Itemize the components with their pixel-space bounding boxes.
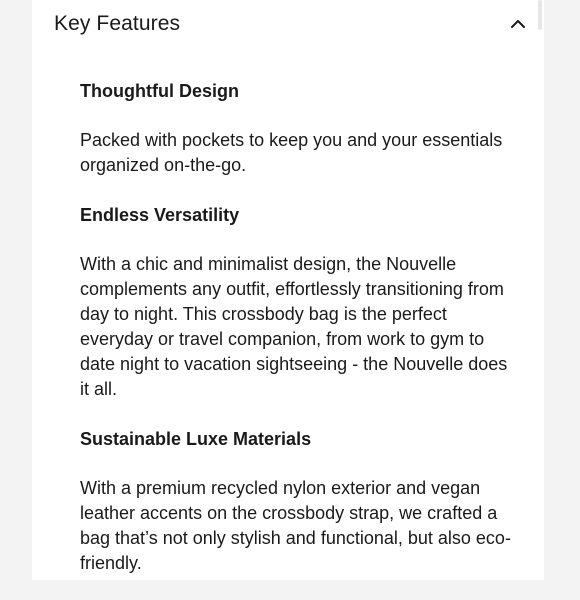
key-features-accordion: [32, 0, 544, 580]
accordion-title: Key Features: [54, 12, 181, 35]
feature-body: With a chic and minimalist design, the Nouvelle complements any outfit, effortlessly transitioning from day to night. This crossbody bag is the perfect everyday or travel companion, from work to gym to date night to vacation sightseeing - the Nouvelle does it all.: [80, 254, 508, 399]
feature-body: Packed with pockets to keep you and your essentials organized on-the-go.: [80, 130, 503, 175]
scrollbar[interactable]: [538, 0, 542, 30]
feature-body: With a premium recycled nylon exterior and vegan leather accents on the crossbody strap, we crafted a bag that’s not only stylish and functional, but also eco-friendly.: [80, 478, 511, 573]
feature-heading: Endless Versatility: [80, 205, 240, 225]
feature-heading: Thoughtful Design: [80, 81, 239, 101]
feature-heading: Sustainable Luxe Materials: [80, 429, 312, 449]
accordion-header[interactable]: [32, 0, 544, 50]
chevron-up-icon[interactable]: [510, 16, 526, 32]
accordion-content: [80, 78, 520, 600]
